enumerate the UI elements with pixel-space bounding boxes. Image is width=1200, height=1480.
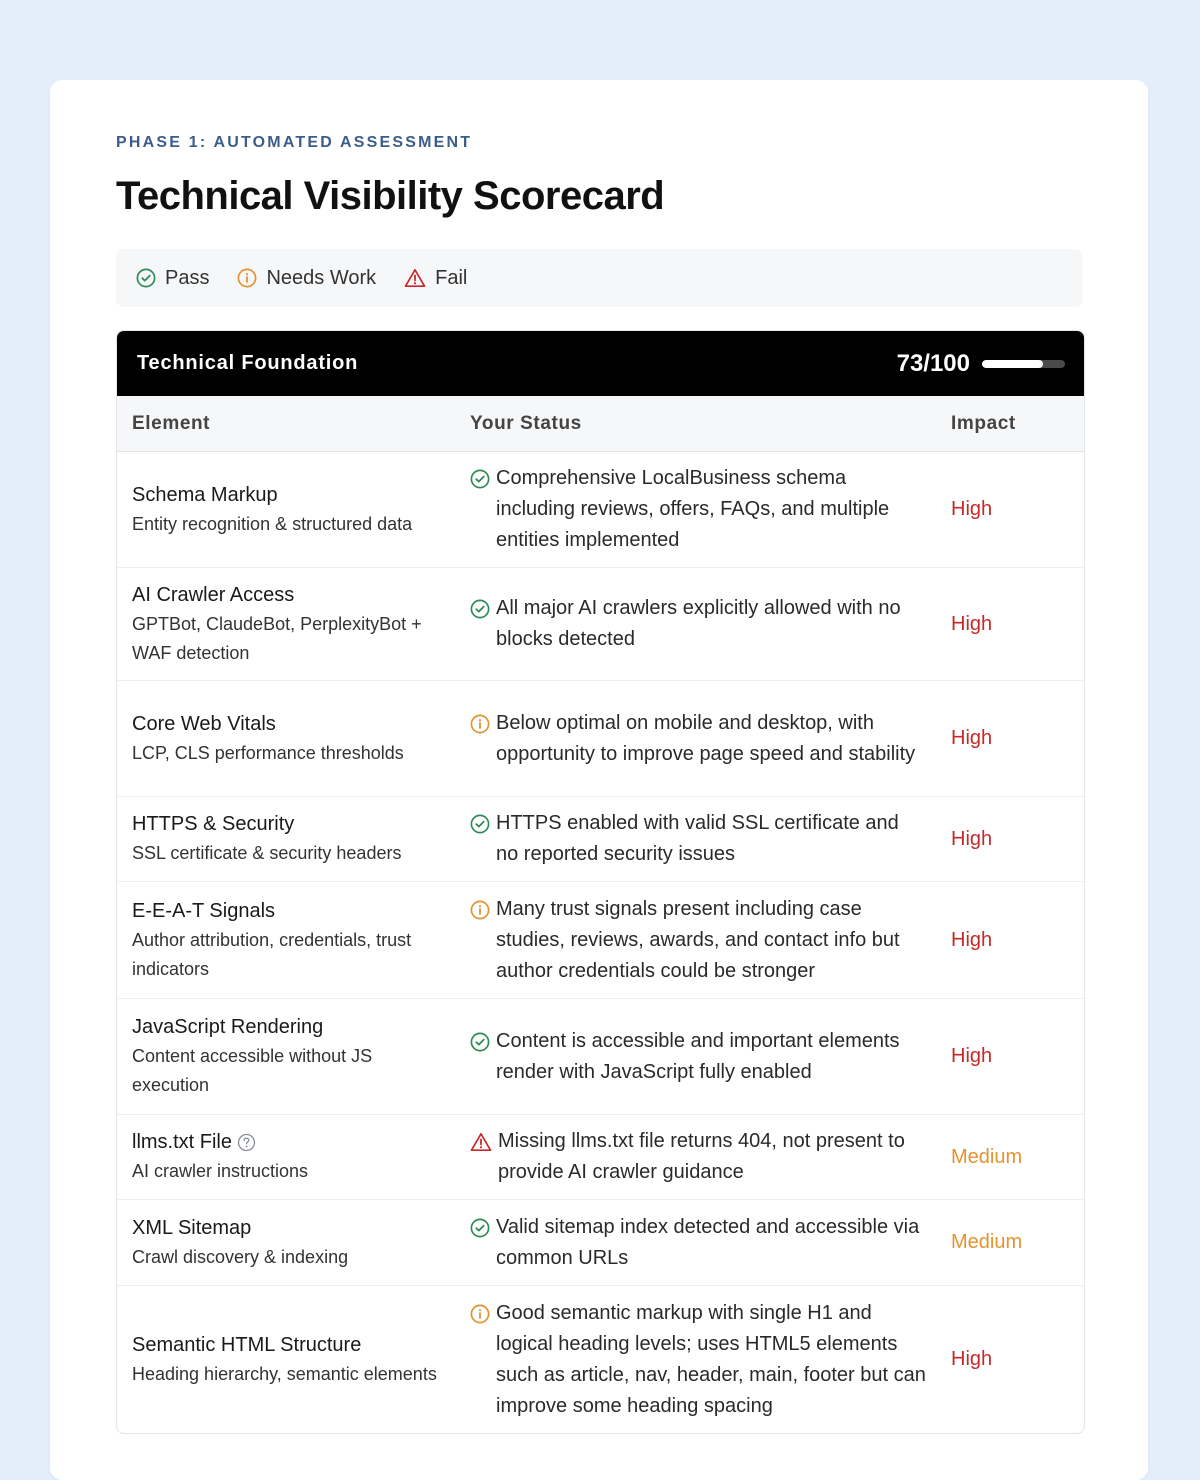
status-cell bbox=[455, 1212, 936, 1274]
status-text: Content is accessible and important elements render with JavaScript fully enabled bbox=[496, 1029, 900, 1083]
impact-label: High bbox=[951, 827, 993, 850]
table-body bbox=[117, 452, 1084, 1433]
element-name-line bbox=[132, 1013, 455, 1042]
check-circle-icon bbox=[470, 1032, 490, 1052]
element-cell bbox=[117, 1013, 455, 1100]
check-circle-icon bbox=[470, 1218, 490, 1238]
status-legend bbox=[116, 249, 1083, 307]
element-name: JavaScript Rendering bbox=[132, 1016, 324, 1038]
impact-cell bbox=[936, 1348, 1084, 1371]
status-content bbox=[470, 463, 936, 556]
warning-triangle-icon bbox=[404, 268, 426, 288]
element-name: XML Sitemap bbox=[132, 1216, 252, 1239]
check-circle-icon bbox=[470, 599, 490, 619]
check-circle-icon bbox=[136, 268, 156, 288]
element-cell bbox=[117, 1128, 455, 1186]
element-description: Crawl discovery & indexing bbox=[132, 1246, 349, 1267]
impact-label: High bbox=[951, 928, 993, 951]
legend-item-warn bbox=[237, 267, 376, 290]
element-name-line bbox=[132, 710, 455, 739]
impact-cell bbox=[936, 727, 1084, 750]
element-name-line bbox=[132, 1214, 455, 1243]
info-circle-icon bbox=[470, 714, 490, 734]
impact-label: High bbox=[951, 1045, 993, 1067]
status-text: Missing llms.txt file returns 404, not present to provide AI crawler guidance bbox=[498, 1130, 905, 1183]
element-description: Content accessible without JS execution bbox=[132, 1046, 373, 1095]
check-circle-icon bbox=[470, 814, 490, 834]
status-content bbox=[470, 593, 936, 655]
legend-label: Fail bbox=[435, 266, 468, 289]
legend-item-pass bbox=[136, 267, 209, 290]
status-cell bbox=[455, 463, 936, 556]
legend-label: Pass bbox=[165, 266, 210, 289]
table-row bbox=[117, 1200, 1084, 1286]
impact-label: High bbox=[951, 612, 993, 635]
table-row bbox=[117, 999, 1084, 1115]
status-text: Below optimal on mobile and desktop, with opportunity to improve page speed and stability bbox=[496, 711, 916, 765]
info-circle-icon bbox=[470, 900, 490, 920]
technical-foundation-table bbox=[116, 330, 1085, 1434]
table-row bbox=[117, 882, 1084, 999]
status-content bbox=[470, 1026, 936, 1088]
section-title: Technical Foundation bbox=[137, 352, 359, 374]
element-name-line bbox=[132, 481, 455, 510]
status-cell bbox=[455, 1298, 936, 1422]
element-description: Entity recognition & structured data bbox=[132, 513, 413, 534]
page-title: Technical Visibility Scorecard bbox=[116, 174, 665, 218]
status-text: HTTPS enabled with valid SSL certificate and no reported security issues bbox=[496, 812, 899, 865]
table-row bbox=[117, 1286, 1084, 1433]
status-content bbox=[470, 708, 936, 770]
status-content bbox=[470, 894, 936, 987]
table-row bbox=[117, 681, 1084, 797]
status-text: All major AI crawlers explicitly allowed with no blocks detected bbox=[496, 597, 901, 650]
column-header-element: Element bbox=[132, 412, 211, 434]
impact-label: Medium bbox=[951, 1231, 1023, 1253]
info-circle-icon bbox=[237, 268, 257, 288]
check-circle-icon bbox=[470, 469, 490, 489]
element-name: AI Crawler Access bbox=[132, 583, 295, 606]
column-header-impact: Impact bbox=[951, 412, 1016, 434]
info-circle-icon bbox=[470, 1304, 490, 1324]
warning-triangle-icon bbox=[470, 1132, 492, 1152]
score-progress-bar bbox=[982, 360, 1065, 368]
element-name: llms.txt File bbox=[132, 1131, 232, 1153]
score-progress-fill bbox=[982, 360, 1043, 368]
element-name: E-E-A-T Signals bbox=[132, 899, 276, 922]
status-content bbox=[470, 1298, 936, 1422]
element-description: GPTBot, ClaudeBot, PerplexityBot + WAF detection bbox=[132, 613, 422, 663]
impact-cell bbox=[936, 828, 1084, 851]
status-text: Good semantic markup with single H1 and logical heading levels; uses HTML5 elements such as article, nav, header, main, footer but can improve some heading spacing bbox=[496, 1301, 926, 1417]
status-text: Comprehensive LocalBusiness schema including reviews, offers, FAQs, and multiple entities implemented bbox=[496, 467, 890, 551]
status-cell bbox=[455, 708, 936, 770]
impact-cell bbox=[936, 498, 1084, 521]
element-cell bbox=[117, 1331, 455, 1389]
element-cell bbox=[117, 481, 455, 539]
element-description: AI crawler instructions bbox=[132, 1161, 309, 1181]
status-cell bbox=[455, 1126, 936, 1188]
impact-cell bbox=[936, 929, 1084, 952]
score-display bbox=[897, 350, 1065, 378]
table-row bbox=[117, 797, 1084, 882]
help-icon[interactable] bbox=[237, 1133, 256, 1152]
element-name-line bbox=[132, 581, 455, 610]
status-cell bbox=[455, 593, 936, 655]
legend-label: Needs Work bbox=[266, 266, 377, 289]
column-headers bbox=[117, 396, 1084, 452]
impact-label: Medium bbox=[951, 1145, 1023, 1168]
section-header bbox=[117, 331, 1084, 396]
element-description: Heading hierarchy, semantic elements bbox=[132, 1363, 437, 1384]
element-name: Semantic HTML Structure bbox=[132, 1333, 362, 1356]
element-cell bbox=[117, 810, 455, 868]
table-row bbox=[117, 452, 1084, 568]
status-text: Many trust signals present including case studies, reviews, awards, and contact info but author credentials could be stronger bbox=[496, 897, 900, 982]
status-text: Valid sitemap index detected and accessible via common URLs bbox=[496, 1215, 920, 1269]
status-content bbox=[470, 808, 936, 870]
element-cell bbox=[117, 581, 455, 668]
element-cell bbox=[117, 1214, 455, 1272]
impact-cell bbox=[936, 1146, 1084, 1169]
impact-cell bbox=[936, 613, 1084, 636]
element-description: SSL certificate & security headers bbox=[132, 843, 402, 863]
status-cell bbox=[455, 894, 936, 987]
column-header-status: Your Status bbox=[470, 412, 582, 434]
element-name: Schema Markup bbox=[132, 483, 278, 506]
table-row bbox=[117, 568, 1084, 681]
phase-eyebrow: PHASE 1: AUTOMATED ASSESSMENT bbox=[116, 134, 473, 151]
impact-cell bbox=[936, 1045, 1084, 1068]
table-row bbox=[117, 1115, 1084, 1200]
impact-cell bbox=[936, 1231, 1084, 1254]
element-name-line bbox=[132, 897, 455, 926]
legend-item-fail bbox=[404, 267, 467, 290]
element-cell bbox=[117, 897, 455, 984]
element-cell bbox=[117, 710, 455, 768]
element-name-line bbox=[132, 1128, 455, 1157]
element-name-line bbox=[132, 810, 455, 839]
element-description: Author attribution, credentials, trust indicators bbox=[132, 929, 412, 979]
element-name: HTTPS & Security bbox=[132, 813, 295, 835]
impact-label: High bbox=[951, 727, 993, 749]
scorecard-card bbox=[50, 80, 1148, 1480]
status-content bbox=[470, 1126, 936, 1188]
element-name: Core Web Vitals bbox=[132, 712, 276, 735]
status-cell bbox=[455, 808, 936, 870]
element-name-line bbox=[132, 1331, 455, 1360]
score-value: 73/100 bbox=[896, 349, 970, 377]
element-description: LCP, CLS performance thresholds bbox=[132, 742, 404, 763]
impact-label: High bbox=[951, 498, 993, 520]
impact-label: High bbox=[951, 1348, 993, 1370]
status-content bbox=[470, 1212, 936, 1274]
status-cell bbox=[455, 1026, 936, 1088]
